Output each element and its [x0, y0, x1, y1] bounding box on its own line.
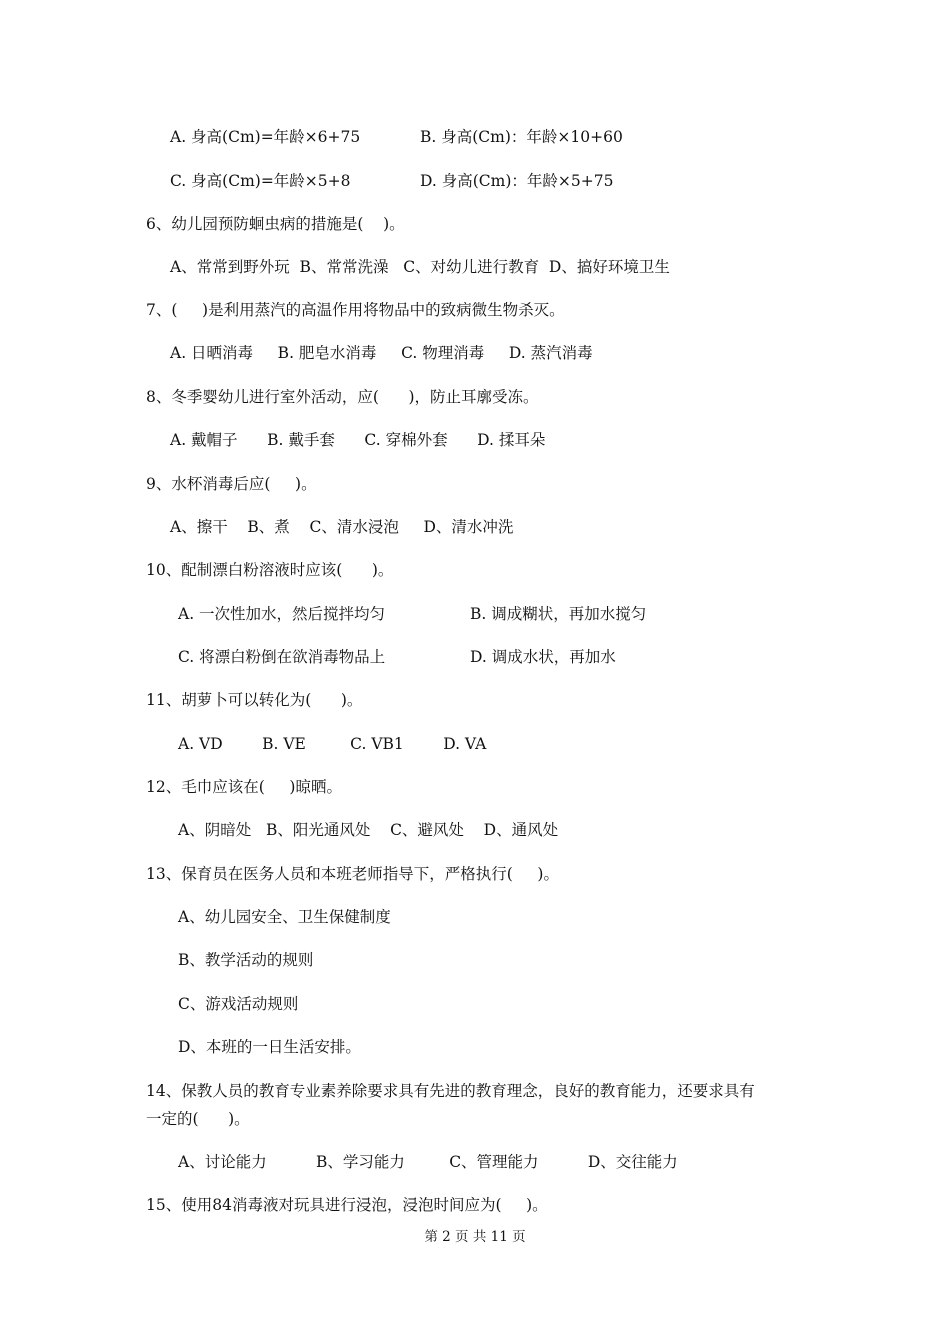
q10-option-b: B. 调成糊状，再加水搅匀: [470, 605, 647, 623]
q12-options: A、阴暗处 B、阳光通风处 C、避风处 D、通风处: [178, 821, 559, 839]
question-11: 11、胡萝卜可以转化为( )。: [146, 691, 363, 709]
question-12: 12、毛巾应该在( )晾晒。: [146, 778, 342, 796]
question-10: 10、配制漂白粉溶液时应该( )。: [146, 561, 394, 579]
q5-option-a: A. 身高(Cm)=年龄×6+75: [170, 128, 361, 146]
question-9: 9、水杯消毒后应( )。: [146, 475, 317, 493]
q5-option-d: D. 身高(Cm)：年龄×5+75: [420, 172, 614, 190]
q6-options: A、常常到野外玩 B、常常洗澡 C、对幼儿进行教育 D、搞好环境卫生: [170, 258, 670, 276]
q8-options: A. 戴帽子 B. 戴手套 C. 穿棉外套 D. 揉耳朵: [170, 431, 546, 449]
question-7: 7、( )是利用蒸汽的高温作用将物品中的致病微生物杀灭。: [146, 301, 565, 319]
q5-option-b: B. 身高(Cm)：年龄×10+60: [420, 128, 623, 146]
q13-option-d: D、本班的一日生活安排。: [178, 1038, 361, 1056]
q10-option-d: D. 调成水状，再加水: [470, 648, 616, 666]
question-14-line-2: 一定的( )。: [146, 1110, 250, 1128]
question-6: 6、幼儿园预防蛔虫病的措施是( )。: [146, 215, 405, 233]
q13-option-c: C、游戏活动规则: [178, 995, 299, 1013]
q7-options: A. 日晒消毒 B. 肥皂水消毒 C. 物理消毒 D. 蒸汽消毒: [170, 344, 593, 362]
q5-option-c: C. 身高(Cm)=年龄×5+8: [170, 172, 351, 190]
q14-options: A、讨论能力 B、学习能力 C、管理能力 D、交往能力: [178, 1153, 678, 1171]
question-8: 8、冬季婴幼儿进行室外活动，应( )，防止耳廓受冻。: [146, 388, 539, 406]
q9-options: A、擦干 B、煮 C、清水浸泡 D、清水冲洗: [170, 518, 514, 536]
question-14-line-1: 14、保教人员的教育专业素养除要求具有先进的教育理念，良好的教育能力，还要求具有: [146, 1082, 755, 1100]
question-15: 15、使用84消毒液对玩具进行浸泡，浸泡时间应为( )。: [146, 1196, 548, 1214]
q10-option-c: C. 将漂白粉倒在欲消毒物品上: [178, 648, 386, 666]
q13-option-a: A、幼儿园安全、卫生保健制度: [178, 908, 391, 926]
question-13: 13、保育员在医务人员和本班老师指导下，严格执行( )。: [146, 865, 559, 883]
q11-options: A. VD B. VE C. VB1 D. VA: [178, 735, 487, 753]
q13-option-b: B、教学活动的规则: [178, 951, 314, 969]
q10-option-a: A. 一次性加水，然后搅拌均匀: [178, 605, 386, 623]
page-footer: 第 2 页 共 11 页: [424, 1229, 526, 1245]
